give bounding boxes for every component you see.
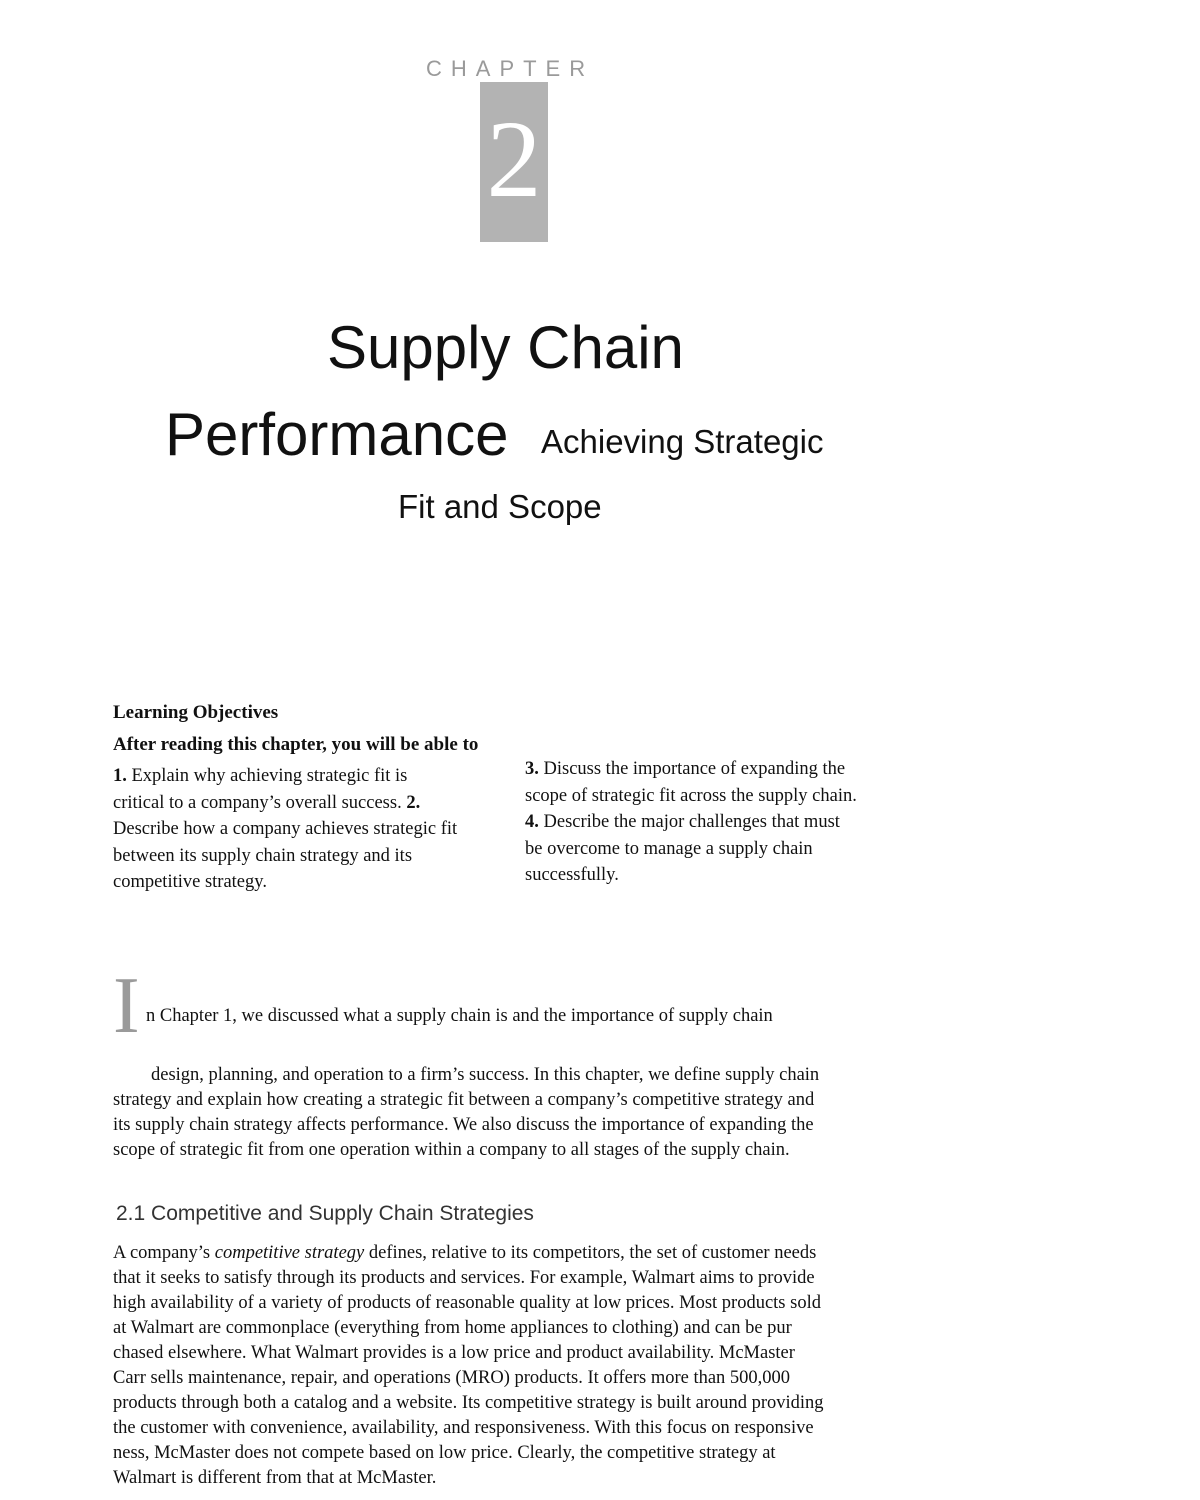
paragraph-line: chased elsewhere. What Walmart provides is a low price and product availability. McMaster <box>113 1343 795 1363</box>
paragraph-line: Carr sells maintenance, repair, and operations (MRO) products. It offers more than 500,000 <box>113 1368 791 1388</box>
drop-cap: I <box>113 962 140 1050</box>
paragraph-line: at Walmart are commonplace (everything from home appliances to clothing) and can be pur <box>113 1318 792 1338</box>
learning-objectives-subheading: After reading this chapter, you will be able to <box>113 734 479 755</box>
paragraph-line: Walmart is different from that at McMaster. <box>113 1468 437 1488</box>
objective-line: Describe how a company achieves strategic fit <box>113 819 458 839</box>
intro-paragraph <box>113 1063 819 1163</box>
objective-number: 2. <box>406 792 421 813</box>
title-line-2-main: Performance <box>165 401 509 468</box>
chapter-number: 2 <box>486 98 542 220</box>
paragraph-line <box>113 1241 824 1266</box>
objective-line <box>113 790 513 817</box>
learning-objectives-heading: Learning Objectives <box>113 702 279 723</box>
paragraph-text: defines, relative to its competitors, the set of customer needs <box>364 1243 817 1263</box>
objective-line <box>525 756 915 783</box>
chapter-number-box <box>480 82 548 242</box>
objective-line <box>113 763 513 790</box>
objective-line: scope of strategic fit across the supply chain. <box>525 785 857 806</box>
section-paragraph <box>113 1241 824 1491</box>
title-line-1: Supply Chain <box>327 314 684 381</box>
objective-line: be overcome to manage a supply chain <box>525 838 813 859</box>
paragraph-line: that it seeks to satisfy through its products and services. For example, Walmart aims to provide <box>113 1268 815 1288</box>
objectives-right-column <box>525 756 915 889</box>
objectives-left-column <box>113 763 513 896</box>
title-line-2-sub: Achieving Strategic <box>541 423 824 460</box>
objective-number: 1. <box>113 766 127 786</box>
objective-number: 4. <box>525 812 539 832</box>
paragraph-line: its supply chain strategy affects performance. We also discuss the importance of expanding the <box>113 1115 814 1135</box>
objective-text: critical to a company’s overall success. <box>113 792 407 813</box>
objective-line <box>525 809 915 836</box>
paragraph-line: strategy and explain how creating a strategic fit between a company’s competitive strategy and <box>113 1090 815 1110</box>
objective-line: between its supply chain strategy and its <box>113 845 413 866</box>
paragraph-line: scope of strategic fit from one operation within a company to all stages of the supply chain. <box>113 1140 790 1160</box>
objective-number: 3. <box>525 759 539 779</box>
paragraph-line: high availability of a variety of products of reasonable quality at low prices. Most products sold <box>113 1293 821 1313</box>
paragraph-line: ness, McMaster does not compete based on low price. Clearly, the competitive strategy at <box>113 1443 776 1463</box>
intro-first-line: n Chapter 1, we discussed what a supply chain is and the importance of supply chain <box>146 1006 773 1026</box>
objective-line: successfully. <box>525 865 619 885</box>
chapter-label: CHAPTER <box>426 56 595 81</box>
objective-text: Discuss the importance of expanding the <box>538 759 846 779</box>
section-heading: 2.1 Competitive and Supply Chain Strategies <box>116 1202 534 1225</box>
paragraph-line: products through both a catalog and a website. Its competitive strategy is built around providing <box>113 1393 824 1413</box>
objective-text: Explain why achieving strategic fit is <box>126 766 408 786</box>
title-line-3: Fit and Scope <box>398 488 602 525</box>
paragraph-text: A company’s <box>113 1243 215 1263</box>
key-term: competitive strategy <box>214 1243 365 1263</box>
objective-text: Describe the major challenges that must <box>538 812 840 832</box>
paragraph-line: the customer with convenience, availability, and responsiveness. With this focus on responsive <box>113 1418 814 1438</box>
paragraph-line: design, planning, and operation to a firm’s success. In this chapter, we define supply chain <box>151 1065 820 1085</box>
objective-line: competitive strategy. <box>113 872 267 892</box>
